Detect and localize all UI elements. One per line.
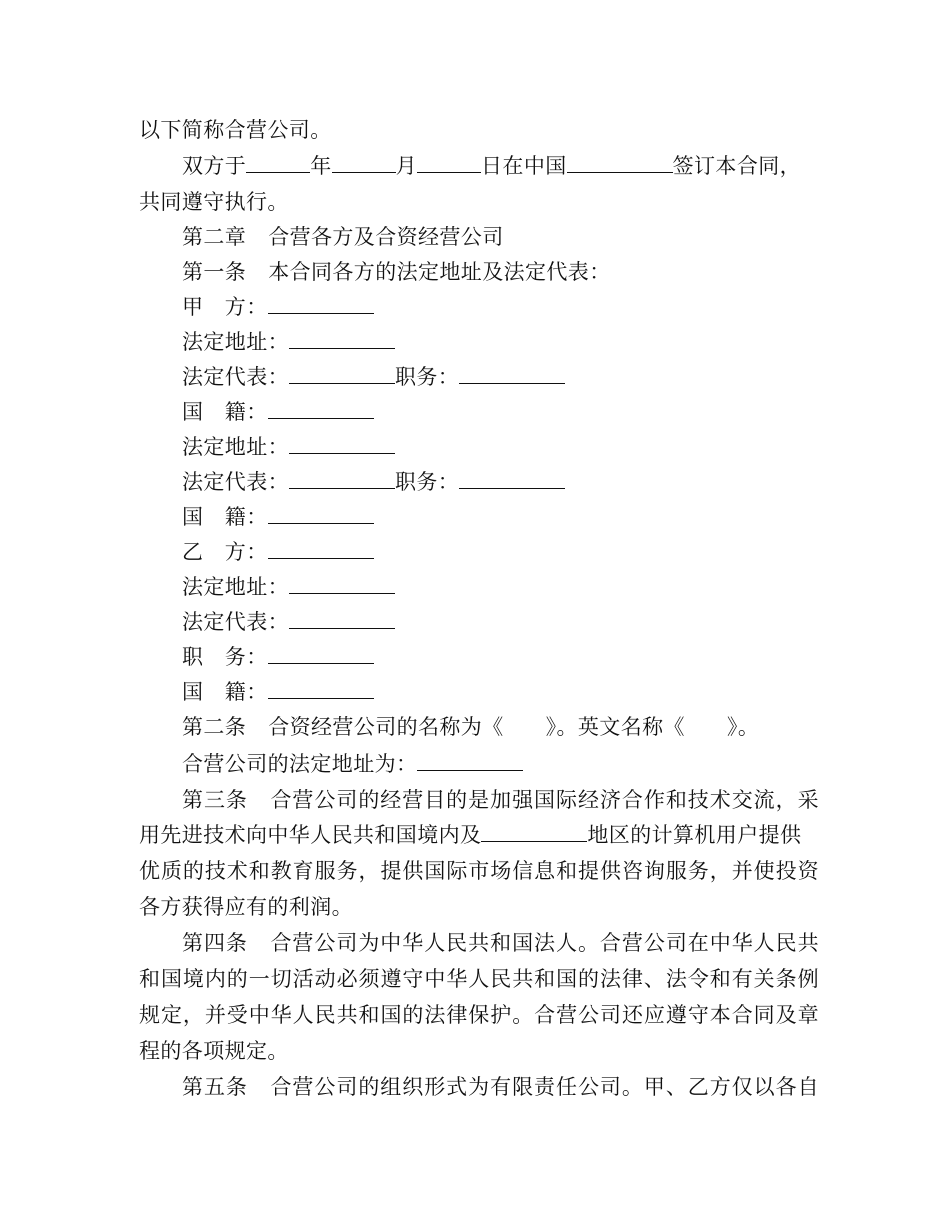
party-a2-rep-field: 法定代表： 职务： (182, 469, 862, 495)
article-3-line-1: 第三条 合营公司的经营目的是加强国际经济合作和技术交流，采 (182, 788, 820, 812)
article-3-line-4: 各方获得应有的利润。 (139, 895, 353, 919)
party-a2-position-blank (459, 469, 565, 489)
party-a-rep-blank (289, 364, 395, 384)
region-blank (481, 822, 587, 842)
article-1-heading: 第一条 本合同各方的法定地址及法定代表： (182, 260, 611, 284)
party-b-rep-field: 法定代表： (182, 609, 862, 635)
party-b-nationality-field: 国 籍： (182, 679, 862, 705)
party-b-field: 乙 方： (182, 539, 862, 565)
article-3-line-2: 用先进技术向中华人民共和国境内及 地区的计算机用户提供 (139, 823, 802, 847)
party-b-blank (268, 539, 374, 559)
party-a2-nationality-field: 国 籍： (182, 504, 862, 530)
chapter-heading: 第二章 合营各方及合资经营公司 (182, 225, 504, 249)
article-2-line: 第二条 合资经营公司的名称为《 》。英文名称《 》。 (182, 715, 760, 739)
party-a-rep-field: 法定代表： 职务： (182, 364, 862, 390)
place-blank (567, 153, 673, 173)
party-a-nationality-blank (268, 399, 374, 419)
article-4-line-3: 规定，并受中华人民共和国的法律保护。合营公司还应遵守本合同及章 (139, 1003, 819, 1027)
article-4-line-4: 程的各项规定。 (139, 1039, 289, 1063)
year-blank (246, 153, 310, 173)
party-a2-rep-blank (289, 469, 395, 489)
party-a-field: 甲 方： (182, 294, 862, 320)
company-address-field: 合营公司的法定地址为： (182, 751, 862, 777)
party-b-position-field: 职 务： (182, 644, 862, 670)
text-line-comply: 共同遵守执行。 (139, 190, 289, 214)
party-a2-address-blank (289, 434, 395, 454)
party-a-blank (268, 294, 374, 314)
party-a-position-blank (459, 364, 565, 384)
signing-date-line: 双方于 年 月 日在中国 签订本合同， (182, 154, 802, 178)
party-b-rep-blank (289, 609, 395, 629)
party-b-nationality-blank (268, 679, 374, 699)
company-address-blank (417, 751, 523, 771)
party-b-position-blank (268, 644, 374, 664)
party-a-address-field: 法定地址： (182, 329, 862, 355)
article-4-line-2: 和国境内的一切活动必须遵守中华人民共和国的法律、法令和有关条例 (139, 967, 819, 991)
party-a-address-blank (289, 329, 395, 349)
article-3-line-3: 优质的技术和教育服务，提供国际市场信息和提供咨询服务，并使投资 (139, 859, 819, 883)
month-blank (332, 153, 396, 173)
day-blank (417, 153, 481, 173)
party-b-address-field: 法定地址： (182, 574, 862, 600)
party-a2-nationality-blank (268, 504, 374, 524)
party-a2-address-field: 法定地址： (182, 434, 862, 460)
article-4-line-1: 第四条 合营公司为中华人民共和国法人。合营公司在中华人民共 (182, 931, 820, 955)
text-line-intro: 以下简称合营公司。 (139, 118, 332, 142)
article-5-line-1: 第五条 合营公司的组织形式为有限责任公司。甲、乙方仅以各自 (182, 1075, 820, 1099)
party-b-address-blank (289, 574, 395, 594)
party-a-nationality-field: 国 籍： (182, 399, 862, 425)
